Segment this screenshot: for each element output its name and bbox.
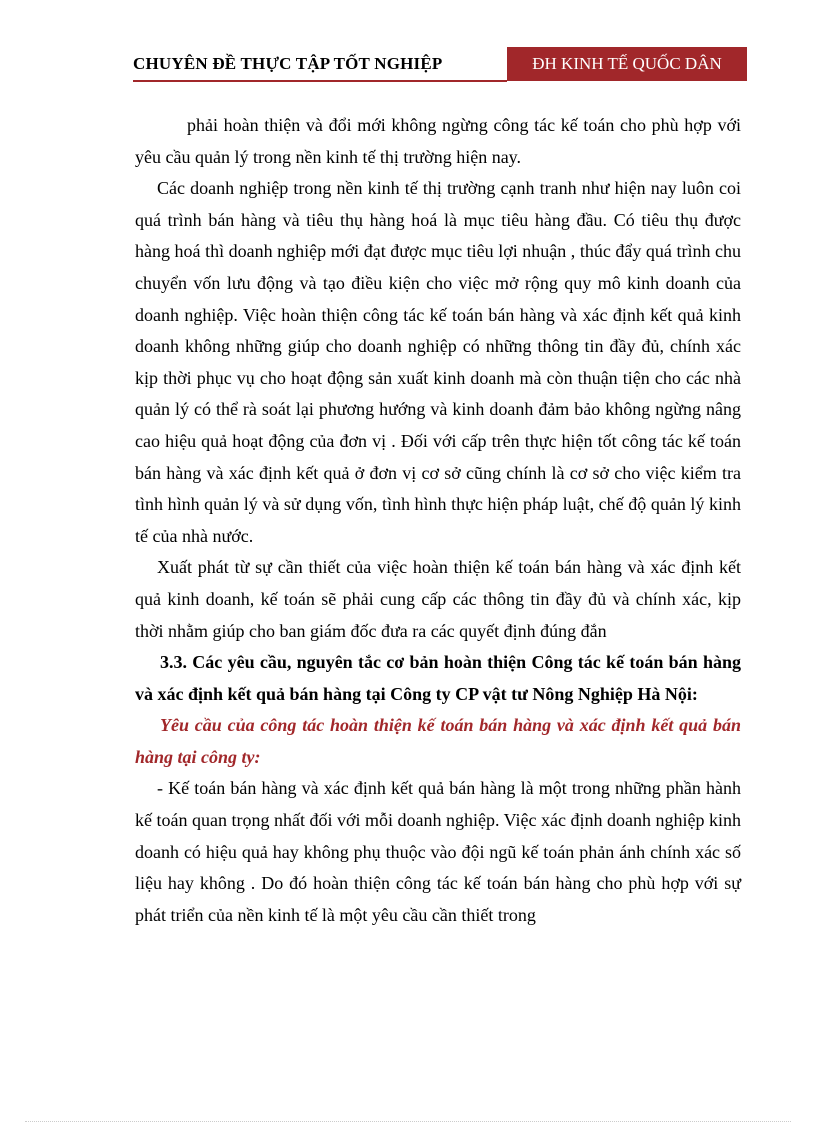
school-badge: ĐH KINH TẾ QUỐC DÂN [507,47,747,81]
page-header [133,47,747,82]
paragraph-4: - Kế toán bán hàng và xác định kết quả bán hàng là một trong những phần hành kế toán quan trọng nhất đối với mỗi doanh nghiệp. Việc xác định doanh nghiệp kinh doanh có hiệu quả hay không phụ thuộc vào đội ngũ kế toán phản ánh chính xác số liệu hay không . Do đó hoàn thiện công tác kế toán bán hàng cho phù hợp với sự phát triển của nền kinh tế là một yêu cầu cần thiết trong [135,778,741,925]
paragraph-2: Các doanh nghiệp trong nền kinh tế thị trường cạnh tranh như hiện nay luôn coi quá trình bán hàng và tiêu thụ hàng hoá là mục tiêu hàng đầu. Có tiêu thụ được hàng hoá thì doanh nghiệp mới đạt được mục tiêu lợi nhuận , thúc đẩy quá trình chu chuyển vốn lưu động và tạo điều kiện cho việc mở rộng quy mô kinh doanh của doanh nghiệp. Việc hoàn thiện công tác kế toán bán hàng và xác định kết quả kinh doanh không những giúp cho doanh nghiệp có những thông tin đầy đủ, chính xác kịp thời phục vụ cho hoạt động sản xuất kinh doanh mà còn thuận tiện cho các nhà quản lý có thể rà soát lại phương hướng và kinh doanh đảm bảo không ngừng nâng cao hiệu quả hoạt động của đơn vị . Đối với cấp trên thực hiện tốt công tác kế toán bán hàng và xác định kết quả ở đơn vị cơ sở cũng chính là cơ sở cho việc kiểm tra tình hình quản lý và sử dụng vốn, tình hình thực hiện pháp luật, chế độ quản lý kinh tế của nhà nước. [135,178,741,546]
header-rule [133,80,507,82]
page-footer-rule [25,1121,791,1122]
paragraph-3: Xuất phát từ sự cần thiết của việc hoàn thiện kế toán bán hàng và xác định kết quả kinh doanh, kế toán sẽ phải cung cấp các thông tin đầy đủ và chính xác, kịp thời nhằm giúp cho ban giám đốc đưa ra các quyết định đúng đắn [135,557,741,641]
document-body [135,110,741,931]
section-heading: 3.3. Các yêu cầu, nguyên tắc cơ bản hoàn thiện Công tác kế toán bán hàng và xác định kết quả bán hàng tại Công ty CP vật tư Nông Nghiệp Hà Nội: [135,652,741,704]
report-title: CHUYÊN ĐỀ THỰC TẬP TỐT NGHIỆP [133,54,443,73]
section-subheading: Yêu cầu của công tác hoàn thiện kế toán bán hàng và xác định kết quả bán hàng tại công ty: [135,715,741,767]
paragraph-1: phải hoàn thiện và đổi mới không ngừng công tác kế toán cho phù hợp với yêu cầu quản lý trong nền kinh tế thị trường hiện nay. [135,115,741,167]
